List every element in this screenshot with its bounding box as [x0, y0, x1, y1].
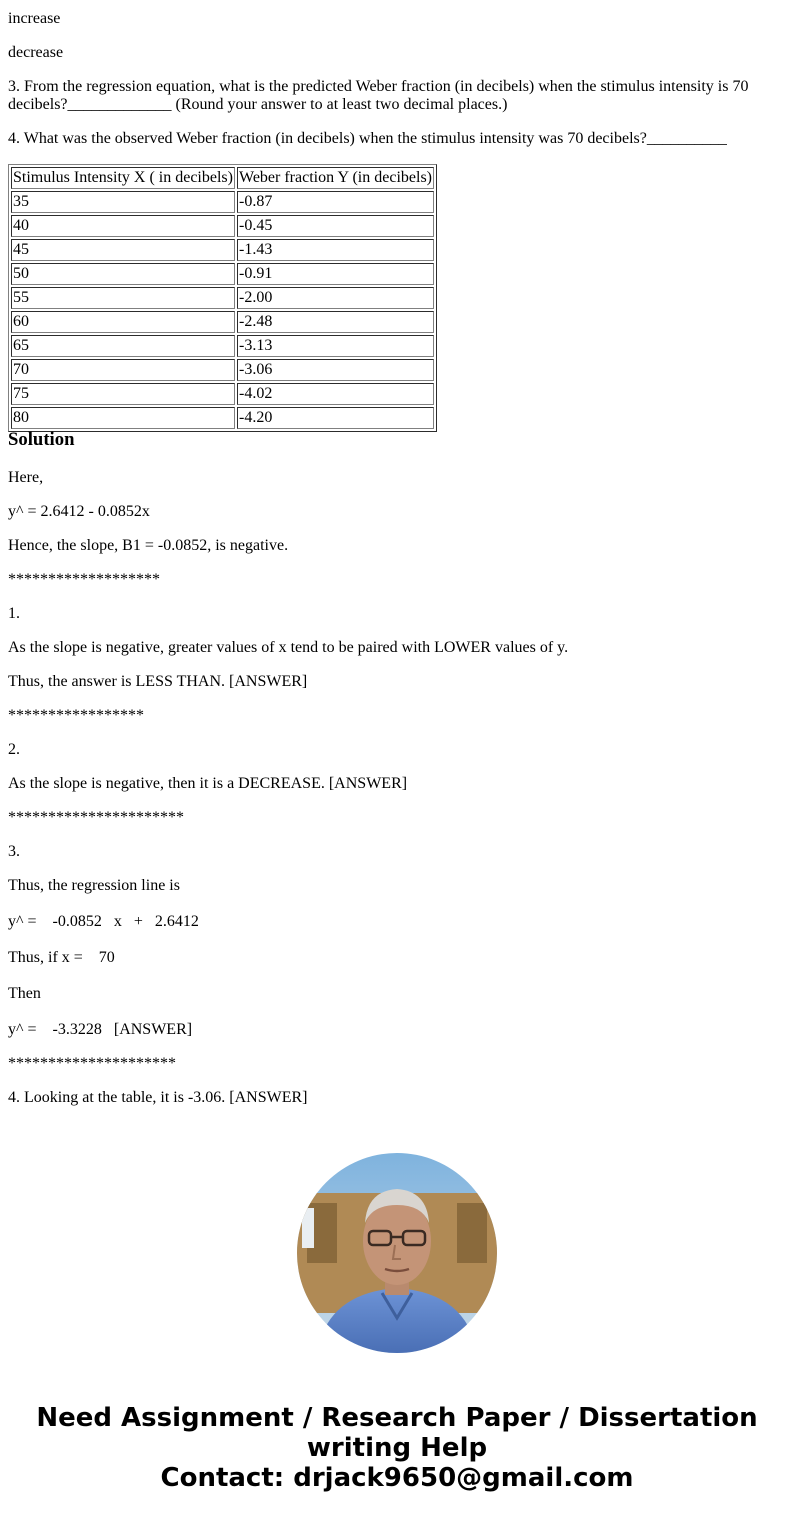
table-cell: 40	[11, 215, 235, 237]
separator: **********************	[8, 809, 184, 826]
solution-line: Here,	[8, 469, 44, 486]
solution-line: Thus, if x = 70	[8, 949, 115, 966]
table-row	[11, 287, 434, 309]
table-cell: 55	[11, 287, 235, 309]
table-cell: 75	[11, 383, 235, 405]
table-cell: -3.06	[237, 359, 434, 381]
header-weber-fraction: Weber fraction Y (in decibels)	[237, 167, 434, 189]
table-cell: 35	[11, 191, 235, 213]
solution-line: Hence, the slope, B1 = -0.0852, is negative.	[8, 537, 289, 554]
solution-line: y^ = -3.3228 [ANSWER]	[8, 1021, 193, 1038]
solution-heading: Solution	[8, 429, 75, 450]
table-cell: -4.02	[237, 383, 434, 405]
table-row	[11, 191, 434, 213]
table-row	[11, 407, 434, 429]
solution-line: 4. Looking at the table, it is -3.06. [ANSWER]	[8, 1089, 308, 1106]
footer-line: Need Assignment / Research Paper / Dissertation	[36, 1403, 758, 1433]
separator: *******************	[8, 571, 160, 588]
table-cell: -2.48	[237, 311, 434, 333]
table-cell: 45	[11, 239, 235, 261]
solution-line: As the slope is negative, greater values of x tend to be paired with LOWER values of y.	[8, 639, 569, 656]
table-row	[11, 335, 434, 357]
option-increase: increase	[8, 10, 61, 27]
solution-line: Thus, the answer is LESS THAN. [ANSWER]	[8, 673, 308, 690]
table-row	[11, 359, 434, 381]
table-cell: -0.87	[237, 191, 434, 213]
table-row	[11, 383, 434, 405]
solution-line: Then	[8, 985, 41, 1002]
table-cell: 50	[11, 263, 235, 285]
separator: *****************	[8, 707, 144, 724]
table-cell: -0.91	[237, 263, 434, 285]
table-cell: 60	[11, 311, 235, 333]
person-portrait-icon	[297, 1153, 497, 1353]
table-row	[11, 239, 434, 261]
solution-line: y^ = 2.6412 - 0.0852x	[8, 503, 150, 520]
table-header-row	[11, 167, 434, 189]
table-row	[11, 263, 434, 285]
table-cell: -1.43	[237, 239, 434, 261]
footer-promo	[0, 1403, 794, 1493]
footer-contact: Contact: drjack9650@gmail.com	[160, 1463, 634, 1493]
table-row	[11, 215, 434, 237]
solution-line: 2.	[8, 741, 20, 758]
header-stimulus-intensity: Stimulus Intensity X ( in decibels)	[11, 167, 235, 189]
question-3: 3. From the regression equation, what is the predicted Weber fraction (in decibels) when the stimulus intensity is 70 decibels?_____________ (Round your answer to at least two decimal places.)	[8, 78, 749, 113]
solution-line: y^ = -0.0852 x + 2.6412	[8, 913, 199, 930]
separator: *********************	[8, 1055, 176, 1072]
table-cell: -0.45	[237, 215, 434, 237]
table-cell: -3.13	[237, 335, 434, 357]
avatar	[297, 1153, 497, 1353]
solution-line: 3.	[8, 843, 20, 860]
table-cell: 70	[11, 359, 235, 381]
table-cell: -4.20	[237, 407, 434, 429]
table-cell: 80	[11, 407, 235, 429]
solution-line: Thus, the regression line is	[8, 877, 180, 894]
table-row	[11, 311, 434, 333]
table-cell: -2.00	[237, 287, 434, 309]
solution-line: 1.	[8, 605, 20, 622]
solution-line: As the slope is negative, then it is a DECREASE. [ANSWER]	[8, 775, 408, 792]
footer-line: writing Help	[306, 1433, 488, 1463]
question-4: 4. What was the observed Weber fraction (in decibels) when the stimulus intensity was 70 decibels?__________	[8, 130, 727, 147]
option-decrease: decrease	[8, 44, 64, 61]
data-table	[8, 164, 437, 432]
table-cell: 65	[11, 335, 235, 357]
